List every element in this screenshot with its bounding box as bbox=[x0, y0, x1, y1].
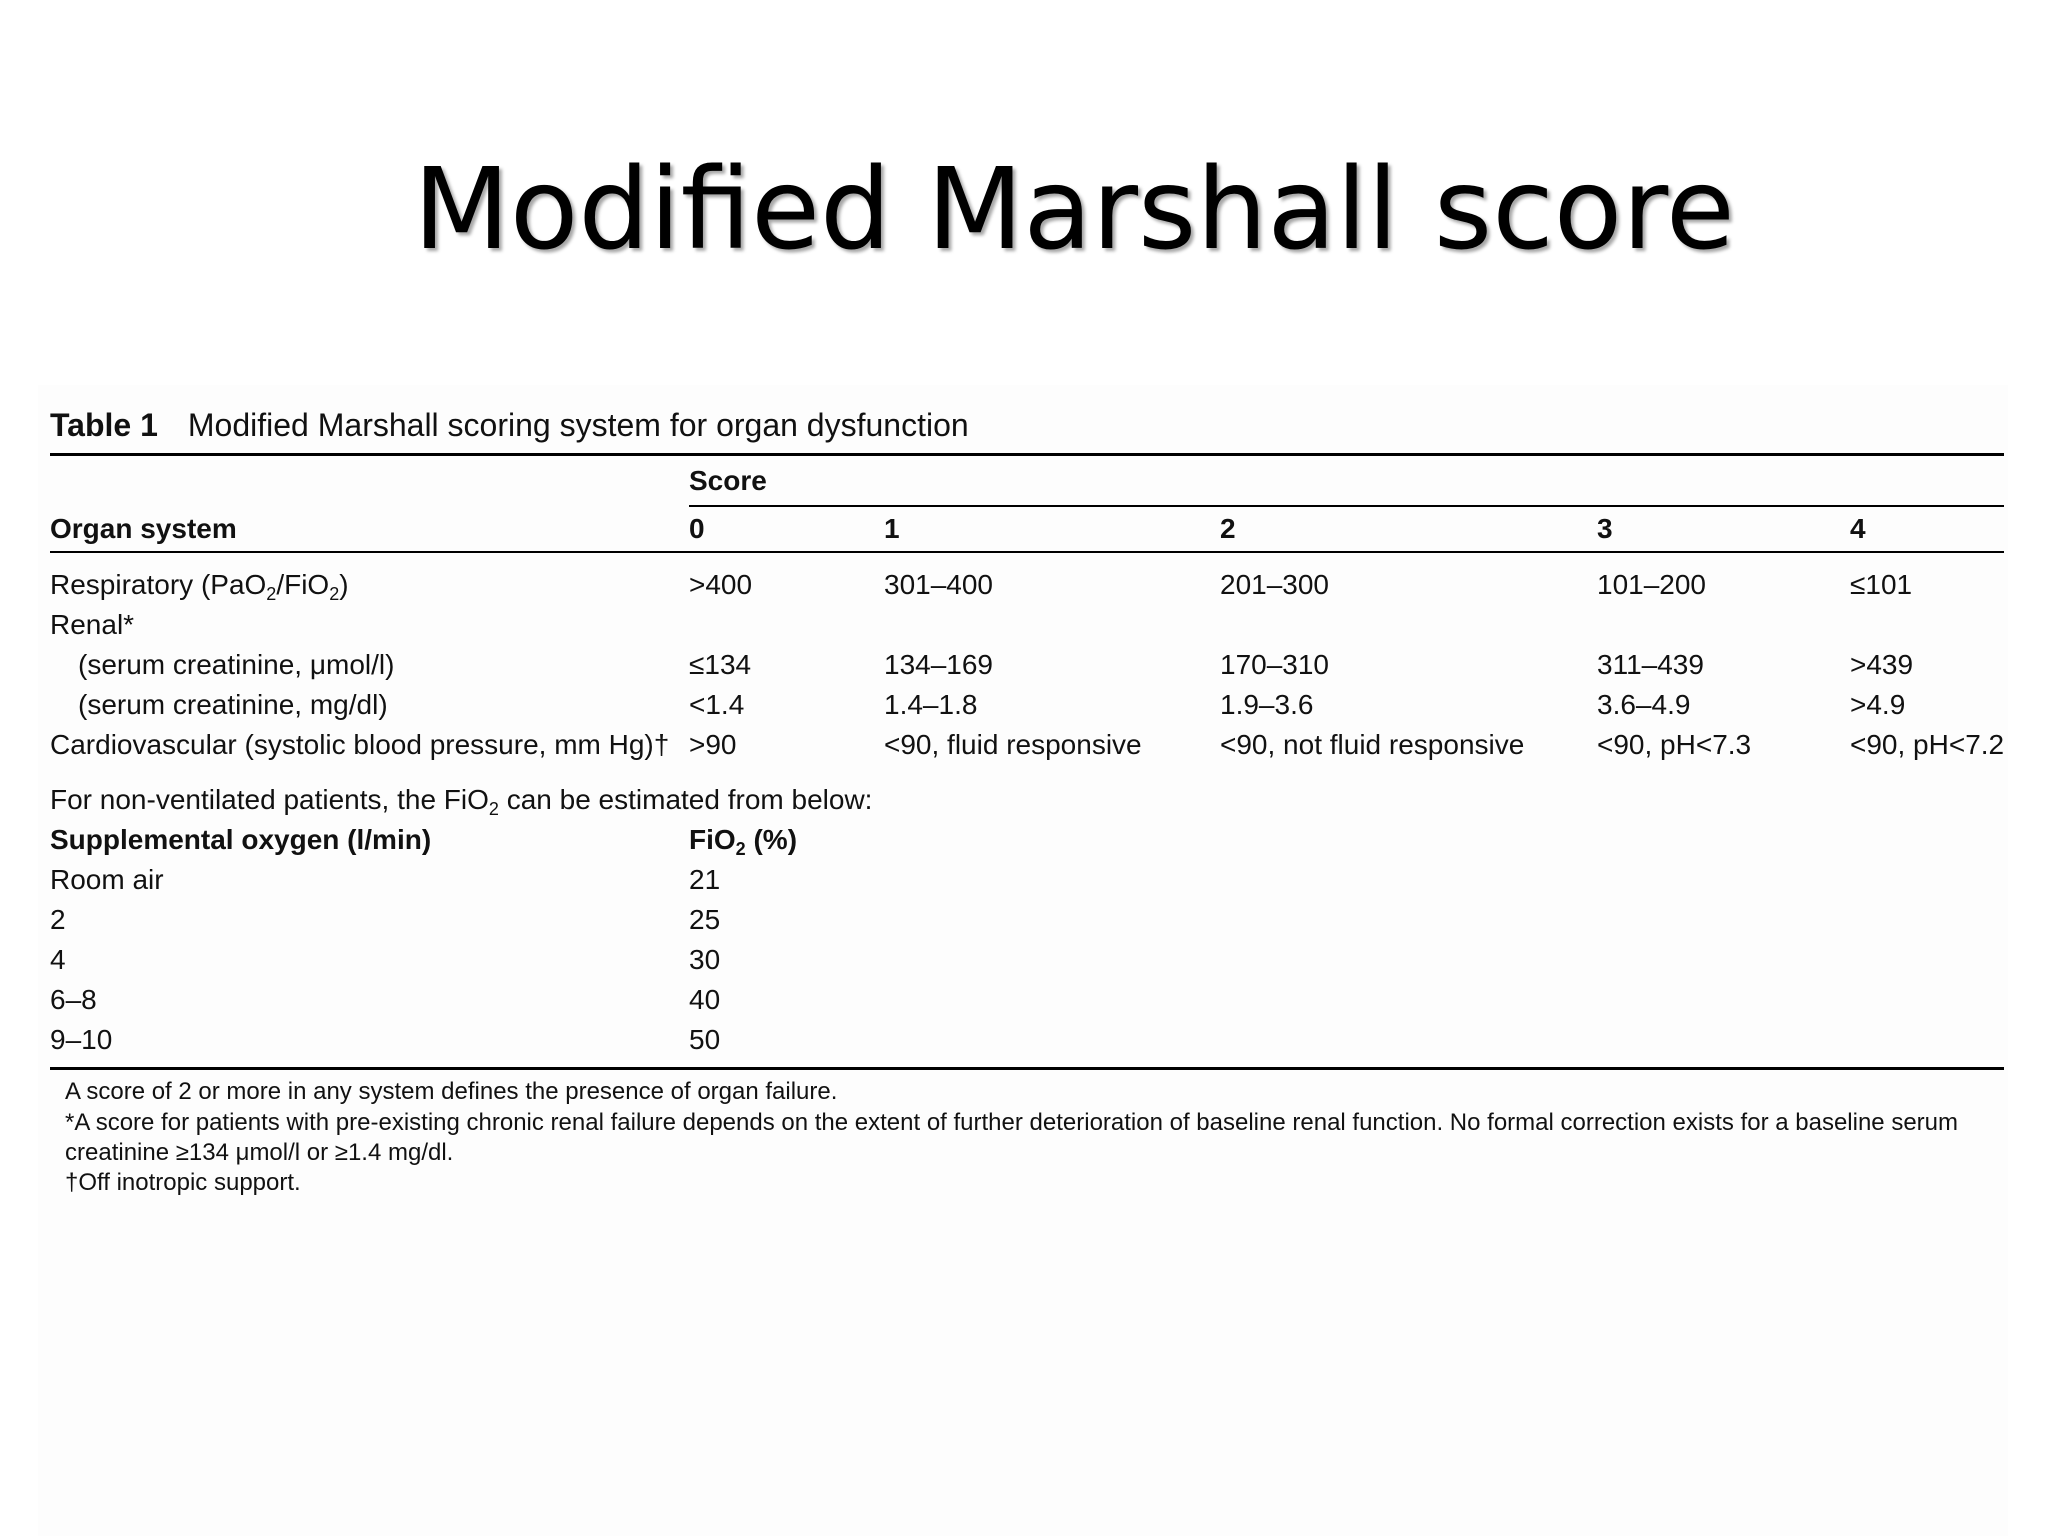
oxygen-row-4-flow: 9–10 bbox=[50, 1024, 113, 1055]
row-cardiovascular-score-1: <90, fluid responsive bbox=[884, 729, 1142, 760]
oxygen-row-2-flow: 4 bbox=[50, 944, 66, 975]
oxygen-row-4-fio2: 50 bbox=[689, 1024, 721, 1055]
footnote-organ-failure: A score of 2 or more in any system defines the presence of organ failure. bbox=[65, 1078, 838, 1105]
score-col-1: 1 bbox=[884, 513, 900, 544]
table-caption-text: Modified Marshall scoring system for organ dysfunction bbox=[187, 407, 969, 443]
oxygen-row-1-flow: 2 bbox=[50, 904, 66, 935]
oxygen-row-3-flow: 6–8 bbox=[50, 984, 97, 1015]
row-creatinine-mgdl-score-4: >4.9 bbox=[1850, 689, 1906, 720]
row-creatinine-mgdl-score-0: <1.4 bbox=[689, 689, 745, 720]
row-creatinine-umol-label: (serum creatinine, μmol/l) bbox=[78, 649, 395, 680]
footnote-inotropic: †Off inotropic support. bbox=[65, 1169, 301, 1196]
table-label: Table 1 bbox=[50, 407, 158, 443]
row-cardiovascular-score-3: <90, pH<7.3 bbox=[1597, 729, 1752, 760]
table-caption bbox=[50, 407, 969, 444]
row-respiratory-score-1: 301–400 bbox=[884, 569, 994, 600]
row-renal-label: Renal* bbox=[50, 609, 135, 640]
score-header-rule bbox=[689, 505, 2004, 507]
fio2-header: FiO$_2$ (%) bbox=[689, 824, 798, 859]
row-creatinine-umol-score-3: 311–439 bbox=[1597, 649, 1704, 680]
table-figure bbox=[38, 385, 2008, 1536]
row-respiratory-score-3: 101–200 bbox=[1597, 569, 1707, 600]
row-creatinine-mgdl-label: (serum creatinine, mg/dl) bbox=[78, 689, 388, 720]
row-creatinine-umol-score-2: 170–310 bbox=[1220, 649, 1330, 680]
oxygen-row-0-fio2: 21 bbox=[689, 864, 721, 895]
row-respiratory-label: Respiratory (PaO$_2$/FiO$_2$) bbox=[50, 569, 349, 604]
header-bottom-rule bbox=[50, 551, 2004, 553]
score-col-4: 4 bbox=[1850, 513, 1866, 544]
score-col-2: 2 bbox=[1220, 513, 1236, 544]
score-col-3: 3 bbox=[1597, 513, 1613, 544]
row-cardiovascular-score-0: >90 bbox=[689, 729, 737, 760]
footnote-renal-continued: creatinine ≥134 μmol/l or ≥1.4 mg/dl. bbox=[65, 1139, 454, 1166]
footnote-renal: *A score for patients with pre-existing chronic renal failure depends on the extent of further deterioration of baseline renal function. No formal correction exists for a baseline serum bbox=[65, 1109, 1958, 1136]
oxygen-row-1-fio2: 25 bbox=[689, 904, 721, 935]
row-respiratory-score-4: ≤101 bbox=[1850, 569, 1913, 600]
row-creatinine-umol-score-4: >439 bbox=[1850, 649, 1914, 680]
fio2-estimation-note: For non-ventilated patients, the FiO$_2$ can be estimated from below: bbox=[50, 784, 873, 819]
oxygen-row-3-fio2: 40 bbox=[689, 984, 721, 1015]
row-creatinine-mgdl-score-2: 1.9–3.6 bbox=[1220, 689, 1314, 720]
row-respiratory-score-0: >400 bbox=[689, 569, 753, 600]
slide-title: Modified Marshall score bbox=[413, 145, 1735, 275]
score-header: Score bbox=[689, 465, 767, 496]
row-creatinine-mgdl-score-1: 1.4–1.8 bbox=[884, 689, 978, 720]
row-creatinine-umol-score-0: ≤134 bbox=[689, 649, 752, 680]
table-top-rule bbox=[50, 453, 2004, 456]
row-creatinine-umol-score-1: 134–169 bbox=[884, 649, 994, 680]
oxygen-header: Supplemental oxygen (l/min) bbox=[50, 824, 432, 855]
row-respiratory-score-2: 201–300 bbox=[1220, 569, 1330, 600]
oxygen-row-0-flow: Room air bbox=[50, 864, 164, 895]
score-col-0: 0 bbox=[689, 513, 705, 544]
organ-system-header: Organ system bbox=[50, 513, 237, 544]
oxygen-row-2-fio2: 30 bbox=[689, 944, 721, 975]
table-bottom-rule bbox=[50, 1067, 2004, 1070]
row-cardiovascular-label: Cardiovascular (systolic blood pressure, mm Hg)† bbox=[50, 729, 670, 760]
row-cardiovascular-score-2: <90, not fluid responsive bbox=[1220, 729, 1525, 760]
row-creatinine-mgdl-score-3: 3.6–4.9 bbox=[1597, 689, 1691, 720]
row-cardiovascular-score-4: <90, pH<7.2 bbox=[1850, 729, 2005, 760]
